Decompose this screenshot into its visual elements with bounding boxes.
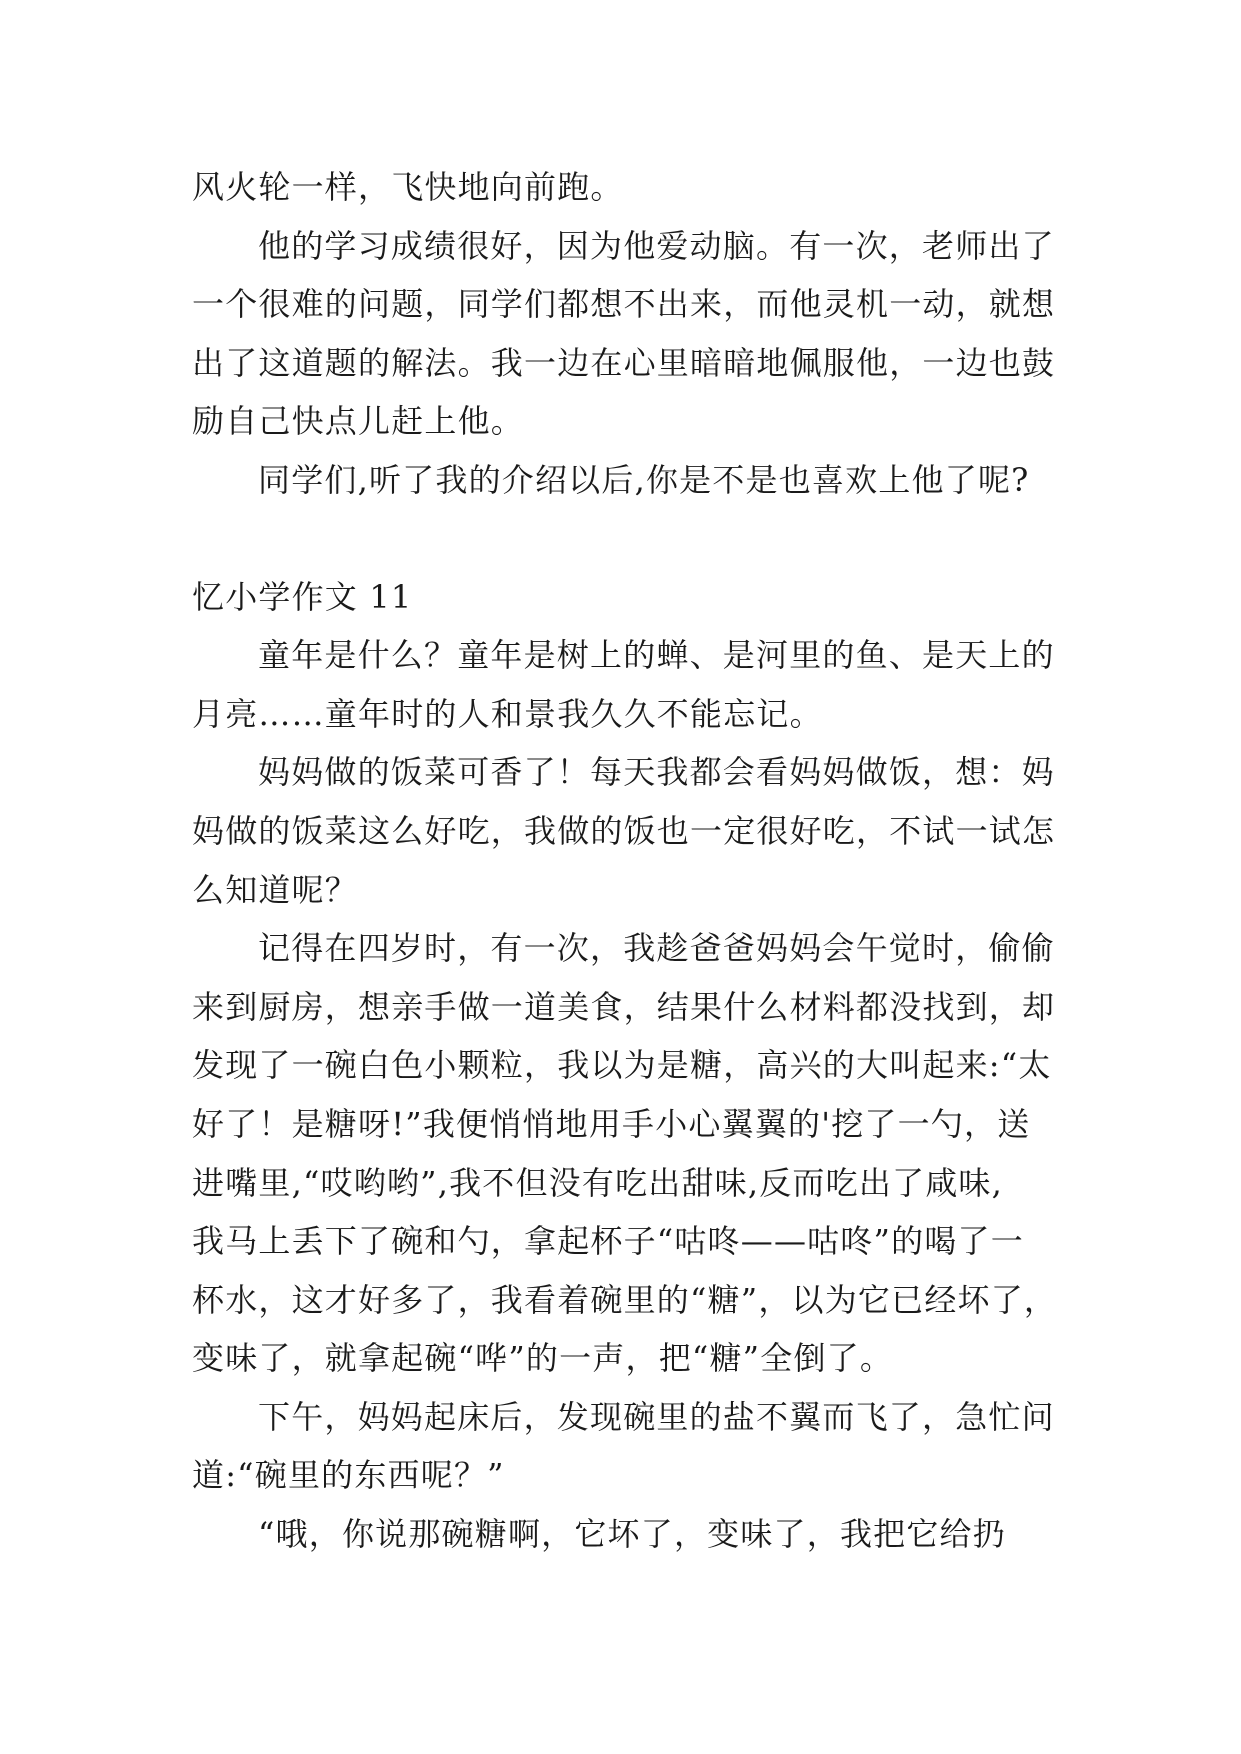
essay-body [192,626,1058,1564]
text-line: 进嘴里,“哎哟哟”,我不但没有吃出甜味,反而吃出了咸味, [192,1163,1004,1202]
text-line: 记得在四岁时，有一次，我趁爸爸妈妈会午觉时，偷偷 [258,929,1055,968]
text-line: 变味了，就拿起碗“哗”的一声，把“糖”全倒了。 [192,1339,894,1378]
text-line: 好了！是糖呀!”我便悄悄地用手小心翼翼的'挖了一勺，送 [192,1104,1031,1143]
text-line: 风火轮一样，飞快地向前跑。 [192,168,624,206]
text-line: 道:“碗里的东西呢？” [192,1456,505,1495]
text-line: 发现了一碗白色小颗粒，我以为是糖，高兴的大叫起来:“太 [192,1046,1052,1085]
text-line: 月亮……童年时的人和景我久久不能忘记。 [192,694,823,733]
essay-previous [192,158,1056,510]
text-line: 妈做的饭菜这么好吃，我做的饭也一定很好吃，不试一试怎 [192,811,1056,850]
text-line: 妈妈做的饭菜可香了！每天我都会看妈妈做饭，想：妈 [258,753,1055,792]
text-line: 励自己快点儿赶上他。 [192,402,525,441]
text-line: 出了这道题的解法。我一边在心里暗暗地佩服他，一边也鼓 [192,343,1056,382]
text-line: “哦，你说那碗糖啊，它坏了，变味了，我把它给扔 [258,1515,1006,1554]
text-line: 杯水，这才好多了，我看着碗里的“糖”，以为它已经坏了， [192,1280,1058,1319]
document-page [192,158,1058,1564]
text-line: 下午，妈妈起床后，发现碗里的盐不翼而飞了，急忙问 [258,1397,1055,1436]
essay-heading: 忆小学作文 11 [192,577,413,616]
text-line: 童年是什么？童年是树上的蝉、是河里的鱼、是天上的 [258,636,1055,675]
text-line: 来到厨房，想亲手做一道美食，结果什么材料都没找到，却 [192,987,1056,1026]
text-line: 一个很难的问题，同学们都想不出来，而他灵机一动，就想 [192,285,1056,324]
text-line: 他的学习成绩很好，因为他爱动脑。有一次，老师出了 [258,226,1055,265]
text-line: 同学们,听了我的介绍以后,你是不是也喜欢上他了呢? [258,460,1030,499]
text-line: 我马上丢下了碗和勺，拿起杯子“咕咚——咕咚”的喝了一 [192,1222,1024,1261]
text-line: 么知道呢？ [192,870,359,909]
